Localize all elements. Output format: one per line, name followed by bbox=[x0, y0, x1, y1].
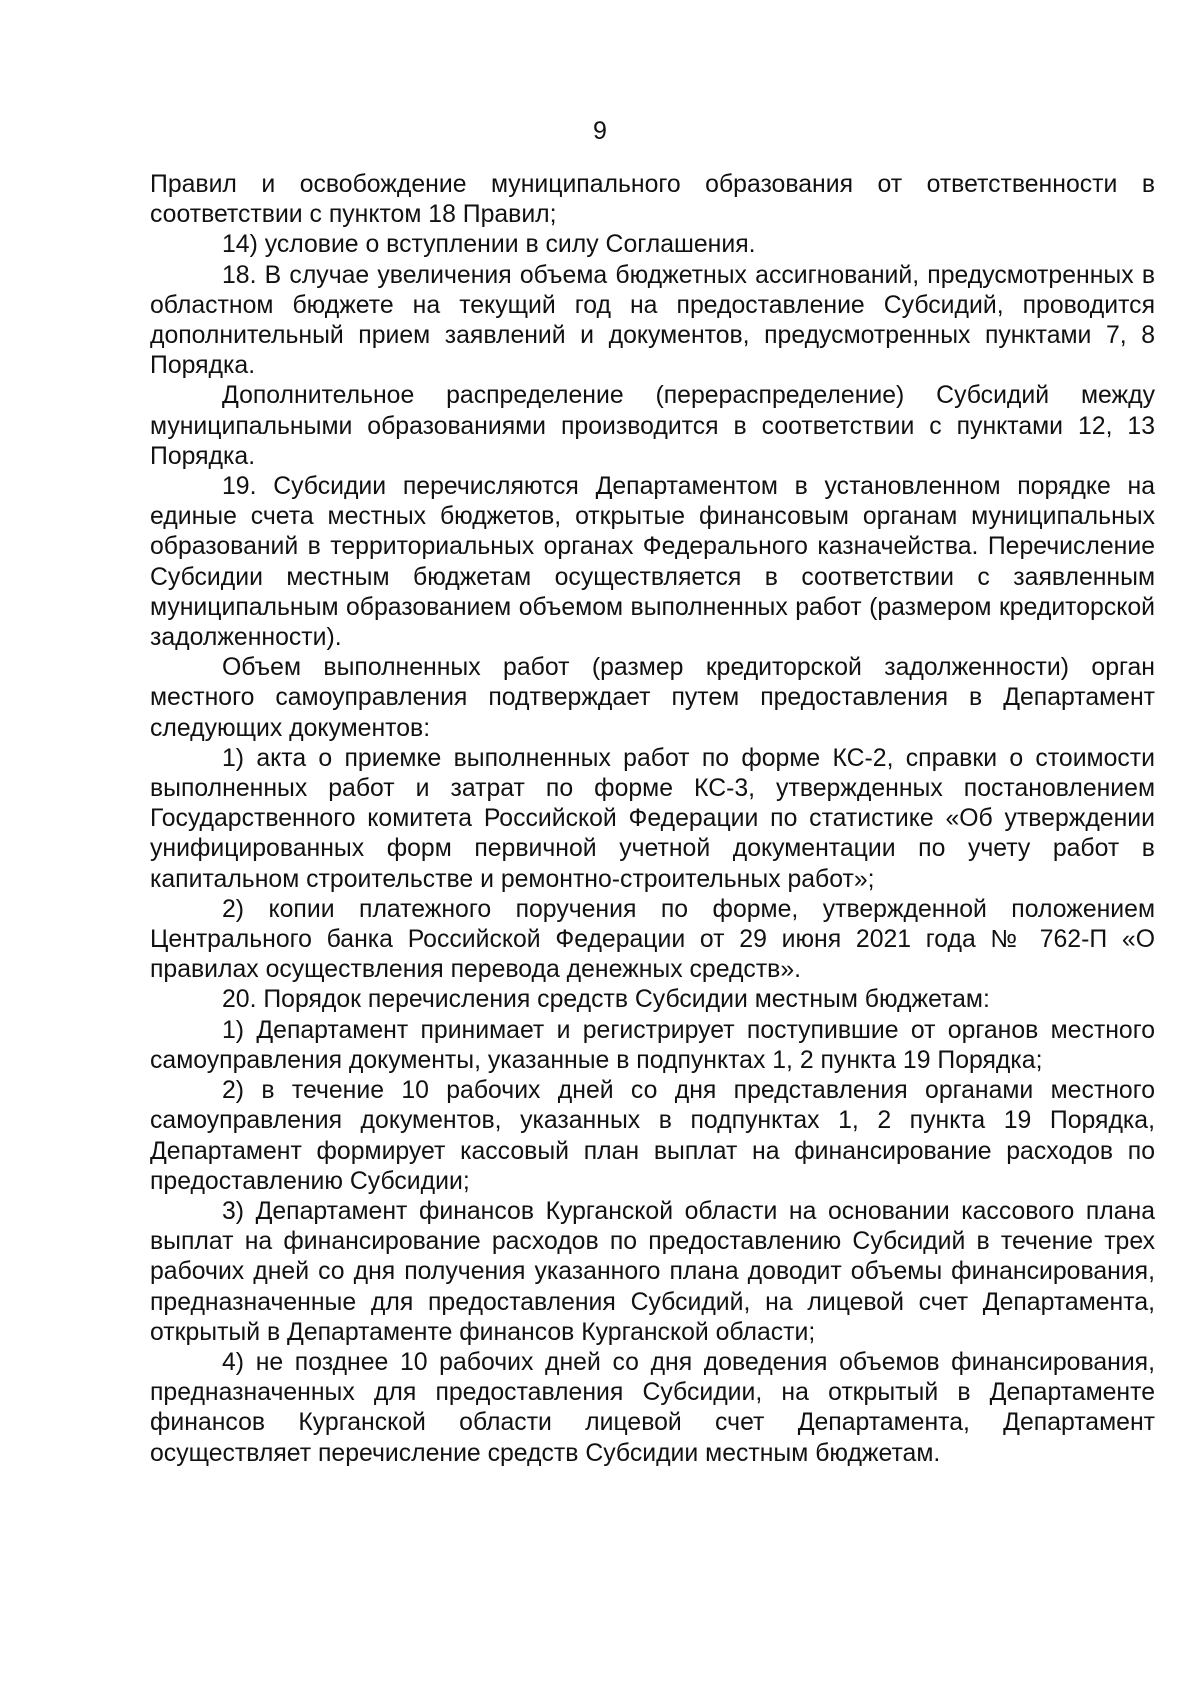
paragraph-step-2: 2) в течение 10 рабочих дней со дня представления органами местного самоуправления документов, указанных в подпунктах 1, 2 пункта 19 Порядка, Департамент формирует кассовый план выплат на финансирование расходов по предоставлению Субсидии; bbox=[150, 1077, 1155, 1195]
paragraph-step-1: 1) Департамент принимает и регистрирует поступившие от органов местного самоуправления документы, указанные в подпунктах 1, 2 пункта 19 Порядка; bbox=[150, 1016, 1155, 1074]
paragraph-document-2: 2) копии платежного поручения по форме, утвержденной положением Центрального банка Российской Федерации от 29 июня 2021 года № 762-П «О правилах осуществления перевода денежных средств». bbox=[150, 895, 1155, 984]
paragraph-section-20: 20. Порядок перечисления средств Субсидии местным бюджетам: bbox=[222, 986, 990, 1014]
paragraph-step-3: 3) Департамент финансов Курганской области на основании кассового плана выплат на финансирование расходов по предоставлению Субсидий в течение трех рабочих дней со дня получения указанного плана доводит объемы финансирования, предназначенные для предоставления Субсидий, на лицевой счет Департамента, открытый в Департаменте финансов Курганской области; bbox=[150, 1197, 1155, 1346]
paragraph-document-1: 1) акта о приемке выполненных работ по форме КС-2, справки о стоимости выполненных работ и затрат по форме КС-3, утвержденных постановлением Государственного комитета Российской Федерации по статистике «Об утверждении унифицированных форм первичной учетной документации по учету работ в капитальном строительстве и ремонтно-строительных работ»; bbox=[150, 744, 1155, 893]
page-number: 9 bbox=[593, 117, 607, 145]
paragraph-section-19: 19. Субсидии перечисляются Департаментом в установленном порядке на единые счета местных бюджетов, открытые финансовым органам муниципальных образований в территориальных органах Федерального казначейства. Перечисление Субсидии местным бюджетам осуществляется в соответствии с заявленным муниципальным образованием объемом выполненных работ (размером кредиторской задолженности). bbox=[150, 473, 1155, 652]
paragraph-section-18: 18. В случае увеличения объема бюджетных ассигнований, предусмотренных в областном бюджете на текущий год на предоставление Субсидий, проводится дополнительный прием заявлений и документов, предусмотренных пунктами 7, 8 Порядка. bbox=[150, 261, 1155, 380]
paragraph-rules-continuation: Правил и освобождение муниципального образования от ответственности в соответствии с пунктом 18 Правил; bbox=[150, 171, 1155, 229]
paragraph-confirmation-documents: Объем выполненных работ (размер кредиторской задолженности) орган местного самоуправления подтверждает путем предоставления в Департамент следующих документов: bbox=[150, 654, 1155, 742]
paragraph-redistribution: Дополнительное распределение (перераспределение) Субсидий между муниципальными образованиями производится в соответствии с пунктами 12, 13 Порядка. bbox=[150, 382, 1155, 470]
document-body bbox=[150, 170, 1155, 1469]
paragraph-item-14: 14) условие о вступлении в силу Соглашения. bbox=[222, 231, 756, 259]
paragraph-step-4: 4) не позднее 10 рабочих дней со дня доведения объемов финансирования, предназначенных для предоставления Субсидии, на открытый в Департаменте финансов Курганской области лицевой счет Департамента, Департамент осуществляет перечисление средств Субсидии местным бюджетам. bbox=[150, 1348, 1155, 1467]
